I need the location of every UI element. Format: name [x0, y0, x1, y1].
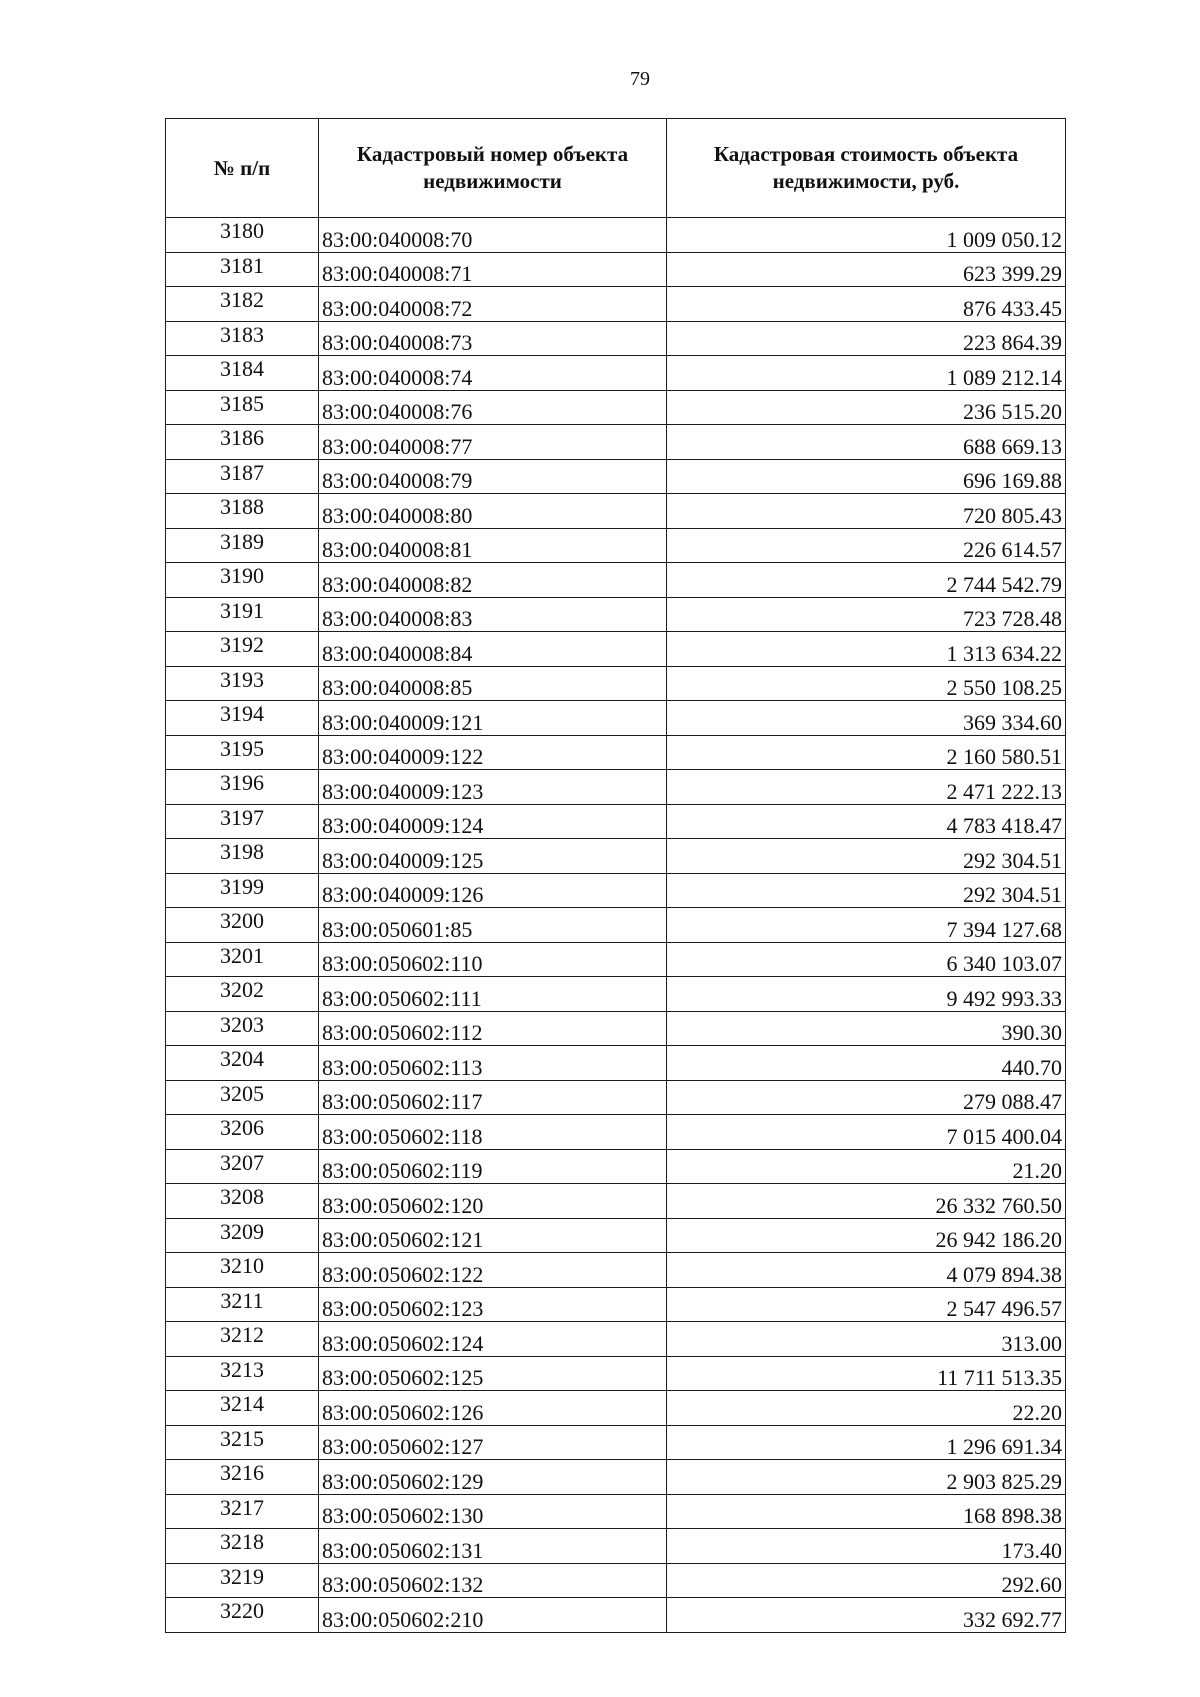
cadastral-value-cell: 4 783 418.47 [667, 804, 1066, 839]
table-row [166, 977, 1066, 1012]
row-number-cell: 3219 [166, 1563, 319, 1598]
cadastral-value-cell: 1 313 634.22 [667, 632, 1066, 667]
table-row [166, 701, 1066, 736]
cadastral-number-cell: 83:00:050602:119 [319, 1149, 667, 1184]
cadastral-number-cell: 83:00:050602:111 [319, 977, 667, 1012]
cadastral-number-cell: 83:00:040009:124 [319, 804, 667, 839]
cadastral-number-cell: 83:00:050602:110 [319, 942, 667, 977]
cadastral-number-cell: 83:00:040008:80 [319, 494, 667, 529]
table-row [166, 1046, 1066, 1081]
table-row [166, 942, 1066, 977]
table-row [166, 459, 1066, 494]
cadastral-number-cell: 83:00:040008:84 [319, 632, 667, 667]
row-number-cell: 3214 [166, 1391, 319, 1426]
cadastral-value-cell: 7 015 400.04 [667, 1115, 1066, 1150]
table-row [166, 1391, 1066, 1426]
table-body [166, 218, 1066, 1633]
cadastral-value-cell: 688 669.13 [667, 425, 1066, 460]
table-row [166, 735, 1066, 770]
table-row [166, 563, 1066, 598]
cadastral-value-cell: 21.20 [667, 1149, 1066, 1184]
cadastral-value-cell: 332 692.77 [667, 1598, 1066, 1633]
cadastral-number-cell: 83:00:050602:127 [319, 1425, 667, 1460]
table-row [166, 632, 1066, 667]
table-row [166, 908, 1066, 943]
cadastral-number-cell: 83:00:040008:77 [319, 425, 667, 460]
row-number-cell: 3210 [166, 1253, 319, 1288]
cadastral-value-cell: 168 898.38 [667, 1494, 1066, 1529]
cadastral-value-cell: 623 399.29 [667, 252, 1066, 287]
table-row [166, 1460, 1066, 1495]
row-number-cell: 3187 [166, 459, 319, 494]
table-row [166, 1184, 1066, 1219]
cadastral-number-cell: 83:00:040009:125 [319, 839, 667, 874]
row-number-cell: 3206 [166, 1115, 319, 1150]
cadastral-number-cell: 83:00:040009:126 [319, 873, 667, 908]
header-cadastral-number: Кадастровый номер объекта недвижимости [319, 119, 667, 218]
cadastral-number-cell: 83:00:050602:131 [319, 1529, 667, 1564]
cadastral-number-cell: 83:00:040009:122 [319, 735, 667, 770]
row-number-cell: 3209 [166, 1218, 319, 1253]
table-row [166, 1218, 1066, 1253]
cadastral-number-cell: 83:00:040008:83 [319, 597, 667, 632]
table-row [166, 390, 1066, 425]
table-row [166, 1529, 1066, 1564]
table-row [166, 1598, 1066, 1633]
row-number-cell: 3205 [166, 1080, 319, 1115]
row-number-cell: 3191 [166, 597, 319, 632]
table-row [166, 1287, 1066, 1322]
cadastral-value-cell: 6 340 103.07 [667, 942, 1066, 977]
cadastral-number-cell: 83:00:050602:123 [319, 1287, 667, 1322]
cadastral-value-cell: 696 169.88 [667, 459, 1066, 494]
table-row [166, 1011, 1066, 1046]
cadastral-number-cell: 83:00:050602:120 [319, 1184, 667, 1219]
table-row [166, 425, 1066, 460]
cadastral-value-cell: 2 903 825.29 [667, 1460, 1066, 1495]
cadastral-number-cell: 83:00:050602:124 [319, 1322, 667, 1357]
cadastral-value-cell: 723 728.48 [667, 597, 1066, 632]
row-number-cell: 3198 [166, 839, 319, 874]
cadastral-number-cell: 83:00:050602:210 [319, 1598, 667, 1633]
table-header [166, 119, 1066, 218]
cadastral-number-cell: 83:00:050602:129 [319, 1460, 667, 1495]
cadastral-number-cell: 83:00:050602:117 [319, 1080, 667, 1115]
table-row [166, 1253, 1066, 1288]
row-number-cell: 3217 [166, 1494, 319, 1529]
cadastral-number-cell: 83:00:050602:130 [319, 1494, 667, 1529]
row-number-cell: 3193 [166, 666, 319, 701]
row-number-cell: 3181 [166, 252, 319, 287]
row-number-cell: 3203 [166, 1011, 319, 1046]
row-number-cell: 3220 [166, 1598, 319, 1633]
cadastral-value-cell: 292 304.51 [667, 839, 1066, 874]
table-row [166, 252, 1066, 287]
cadastral-number-cell: 83:00:050602:118 [319, 1115, 667, 1150]
cadastral-number-cell: 83:00:050602:112 [319, 1011, 667, 1046]
cadastral-number-cell: 83:00:040008:79 [319, 459, 667, 494]
cadastral-value-cell: 236 515.20 [667, 390, 1066, 425]
row-number-cell: 3207 [166, 1149, 319, 1184]
header-row-number: № п/п [166, 119, 319, 218]
row-number-cell: 3212 [166, 1322, 319, 1357]
cadastral-value-cell: 1 009 050.12 [667, 218, 1066, 253]
cadastral-value-cell: 22.20 [667, 1391, 1066, 1426]
cadastral-number-cell: 83:00:040009:121 [319, 701, 667, 736]
cadastral-value-cell: 7 394 127.68 [667, 908, 1066, 943]
row-number-cell: 3192 [166, 632, 319, 667]
cadastral-value-cell: 226 614.57 [667, 528, 1066, 563]
row-number-cell: 3211 [166, 1287, 319, 1322]
table-row [166, 1080, 1066, 1115]
cadastral-value-cell: 173.40 [667, 1529, 1066, 1564]
table-row [166, 873, 1066, 908]
table-row [166, 356, 1066, 391]
table-row [166, 1494, 1066, 1529]
cadastral-number-cell: 83:00:040008:72 [319, 287, 667, 322]
row-number-cell: 3182 [166, 287, 319, 322]
table-row [166, 218, 1066, 253]
table-row [166, 321, 1066, 356]
row-number-cell: 3189 [166, 528, 319, 563]
cadastral-value-cell: 9 492 993.33 [667, 977, 1066, 1012]
cadastral-value-cell: 2 547 496.57 [667, 1287, 1066, 1322]
table-row [166, 597, 1066, 632]
row-number-cell: 3208 [166, 1184, 319, 1219]
cadastral-value-cell: 1 296 691.34 [667, 1425, 1066, 1460]
table-row [166, 287, 1066, 322]
cadastral-value-cell: 26 332 760.50 [667, 1184, 1066, 1219]
table-row [166, 666, 1066, 701]
cadastral-number-cell: 83:00:040008:71 [319, 252, 667, 287]
cadastral-number-cell: 83:00:040009:123 [319, 770, 667, 805]
table-row [166, 1149, 1066, 1184]
cadastral-number-cell: 83:00:040008:70 [319, 218, 667, 253]
cadastral-value-table [165, 118, 1066, 1633]
cadastral-value-cell: 279 088.47 [667, 1080, 1066, 1115]
table-row [166, 1115, 1066, 1150]
row-number-cell: 3200 [166, 908, 319, 943]
header-cadastral-value: Кадастровая стоимость объекта недвижимости, руб. [667, 119, 1066, 218]
row-number-cell: 3183 [166, 321, 319, 356]
row-number-cell: 3215 [166, 1425, 319, 1460]
cadastral-table-container [165, 118, 1066, 1633]
cadastral-value-cell: 26 942 186.20 [667, 1218, 1066, 1253]
row-number-cell: 3190 [166, 563, 319, 598]
cadastral-number-cell: 83:00:050602:113 [319, 1046, 667, 1081]
cadastral-value-cell: 313.00 [667, 1322, 1066, 1357]
row-number-cell: 3197 [166, 804, 319, 839]
row-number-cell: 3201 [166, 942, 319, 977]
row-number-cell: 3186 [166, 425, 319, 460]
cadastral-value-cell: 2 471 222.13 [667, 770, 1066, 805]
row-number-cell: 3204 [166, 1046, 319, 1081]
cadastral-number-cell: 83:00:050602:121 [319, 1218, 667, 1253]
cadastral-value-cell: 2 550 108.25 [667, 666, 1066, 701]
cadastral-value-cell: 4 079 894.38 [667, 1253, 1066, 1288]
cadastral-value-cell: 292.60 [667, 1563, 1066, 1598]
table-row [166, 770, 1066, 805]
cadastral-number-cell: 83:00:040008:74 [319, 356, 667, 391]
cadastral-number-cell: 83:00:050602:132 [319, 1563, 667, 1598]
row-number-cell: 3213 [166, 1356, 319, 1391]
cadastral-number-cell: 83:00:040008:73 [319, 321, 667, 356]
cadastral-value-cell: 876 433.45 [667, 287, 1066, 322]
row-number-cell: 3199 [166, 873, 319, 908]
cadastral-number-cell: 83:00:040008:76 [319, 390, 667, 425]
row-number-cell: 3184 [166, 356, 319, 391]
header-row [166, 119, 1066, 218]
table-row [166, 1563, 1066, 1598]
cadastral-value-cell: 2 160 580.51 [667, 735, 1066, 770]
cadastral-value-cell: 1 089 212.14 [667, 356, 1066, 391]
cadastral-value-cell: 440.70 [667, 1046, 1066, 1081]
row-number-cell: 3196 [166, 770, 319, 805]
row-number-cell: 3218 [166, 1529, 319, 1564]
cadastral-value-cell: 2 744 542.79 [667, 563, 1066, 598]
table-row [166, 804, 1066, 839]
table-row [166, 528, 1066, 563]
cadastral-value-cell: 11 711 513.35 [667, 1356, 1066, 1391]
cadastral-number-cell: 83:00:050602:126 [319, 1391, 667, 1426]
cadastral-number-cell: 83:00:050601:85 [319, 908, 667, 943]
cadastral-number-cell: 83:00:040008:85 [319, 666, 667, 701]
cadastral-number-cell: 83:00:050602:125 [319, 1356, 667, 1391]
cadastral-value-cell: 720 805.43 [667, 494, 1066, 529]
cadastral-number-cell: 83:00:040008:82 [319, 563, 667, 598]
page-number: 79 [630, 68, 650, 90]
table-row [166, 1425, 1066, 1460]
row-number-cell: 3195 [166, 735, 319, 770]
table-row [166, 1356, 1066, 1391]
table-row [166, 494, 1066, 529]
row-number-cell: 3202 [166, 977, 319, 1012]
row-number-cell: 3180 [166, 218, 319, 253]
row-number-cell: 3188 [166, 494, 319, 529]
cadastral-value-cell: 390.30 [667, 1011, 1066, 1046]
row-number-cell: 3185 [166, 390, 319, 425]
cadastral-number-cell: 83:00:050602:122 [319, 1253, 667, 1288]
row-number-cell: 3216 [166, 1460, 319, 1495]
cadastral-value-cell: 369 334.60 [667, 701, 1066, 736]
cadastral-number-cell: 83:00:040008:81 [319, 528, 667, 563]
cadastral-value-cell: 223 864.39 [667, 321, 1066, 356]
cadastral-value-cell: 292 304.51 [667, 873, 1066, 908]
table-row [166, 1322, 1066, 1357]
row-number-cell: 3194 [166, 701, 319, 736]
table-row [166, 839, 1066, 874]
